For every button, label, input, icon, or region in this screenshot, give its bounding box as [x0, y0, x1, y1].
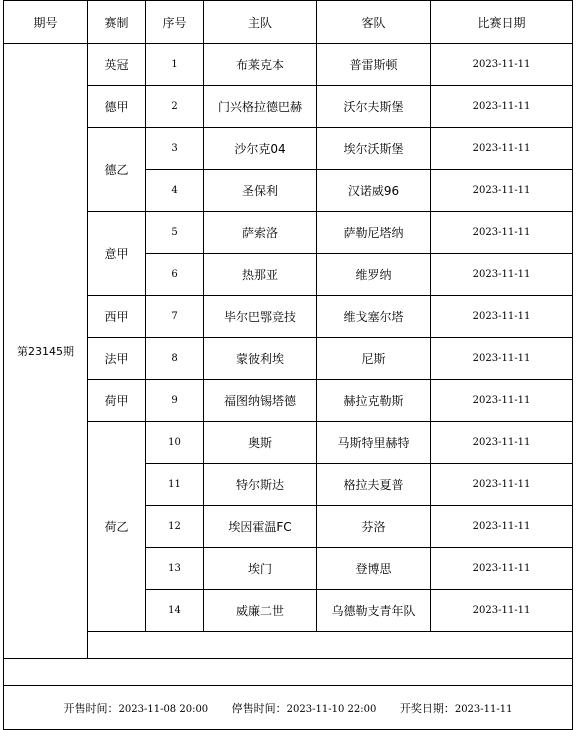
- away-team: 维戈塞尔塔: [317, 296, 431, 338]
- blank-row: [4, 632, 573, 659]
- header-league: 赛制: [88, 1, 146, 44]
- match-date: 2023-11-11: [431, 170, 573, 212]
- match-no: 14: [146, 590, 204, 632]
- away-team: 芬洛: [317, 506, 431, 548]
- table-row: [4, 212, 573, 254]
- match-no: 12: [146, 506, 204, 548]
- table-row: [4, 338, 573, 380]
- lottery-sheet: [3, 0, 572, 715]
- match-no: 3: [146, 128, 204, 170]
- match-no: 6: [146, 254, 204, 296]
- sale-end-label: 停售时间：: [231, 701, 287, 715]
- home-team: 威廉二世: [204, 590, 317, 632]
- sale-start: [64, 700, 209, 716]
- match-no: 11: [146, 464, 204, 506]
- match-no: 1: [146, 44, 204, 86]
- away-team: 乌德勒支青年队: [317, 590, 431, 632]
- blank-cell: [4, 659, 573, 686]
- table-row: [4, 86, 573, 128]
- draw-date-label: 开奖日期：: [399, 701, 455, 715]
- draw-date: [400, 700, 513, 716]
- away-team: 格拉夫夏普: [317, 464, 431, 506]
- header-row: [4, 1, 573, 44]
- match-date: 2023-11-11: [431, 380, 573, 422]
- away-team: 赫拉克勒斯: [317, 380, 431, 422]
- league-cell: 荷甲: [88, 380, 146, 422]
- match-no: 5: [146, 212, 204, 254]
- home-team: 埃因霍温FC: [204, 506, 317, 548]
- table-row: [4, 380, 573, 422]
- home-team: 布莱克本: [204, 44, 317, 86]
- home-team: 特尔斯达: [204, 464, 317, 506]
- away-team: 埃尔沃斯堡: [317, 128, 431, 170]
- header-date: 比赛日期: [431, 1, 573, 44]
- header-no: 序号: [146, 1, 204, 44]
- league-cell: 法甲: [88, 338, 146, 380]
- league-cell: 荷乙: [88, 422, 146, 632]
- away-team: 萨勒尼塔纳: [317, 212, 431, 254]
- home-team: 门兴格拉德巴赫: [204, 86, 317, 128]
- home-team: 毕尔巴鄂竞技: [204, 296, 317, 338]
- match-no: 10: [146, 422, 204, 464]
- home-team: 奥斯: [204, 422, 317, 464]
- league-cell: 西甲: [88, 296, 146, 338]
- match-no: 9: [146, 380, 204, 422]
- home-team: 圣保利: [204, 170, 317, 212]
- home-team: 埃门: [204, 548, 317, 590]
- sale-start-label: 开售时间：: [63, 701, 119, 715]
- away-team: 马斯特里赫特: [317, 422, 431, 464]
- match-date: 2023-11-11: [431, 590, 573, 632]
- match-no: 4: [146, 170, 204, 212]
- league-cell: 德乙: [88, 128, 146, 212]
- away-team: 维罗纳: [317, 254, 431, 296]
- table-row: [4, 422, 573, 464]
- match-date: 2023-11-11: [431, 128, 573, 170]
- match-no: 13: [146, 548, 204, 590]
- league-cell: 英冠: [88, 44, 146, 86]
- match-date: 2023-11-11: [431, 506, 573, 548]
- sale-start-value: 2023-11-08 20:00: [118, 703, 209, 715]
- home-team: 福图纳锡塔德: [204, 380, 317, 422]
- match-no: 7: [146, 296, 204, 338]
- issue-cell: 第23145期: [4, 44, 88, 659]
- match-date: 2023-11-11: [431, 212, 573, 254]
- table-row: [4, 296, 573, 338]
- match-date: 2023-11-11: [431, 254, 573, 296]
- table-row: [4, 44, 573, 86]
- header-issue: 期号: [4, 1, 88, 44]
- league-cell: 意甲: [88, 212, 146, 296]
- away-team: 登博思: [317, 548, 431, 590]
- match-date: 2023-11-11: [431, 422, 573, 464]
- match-date: 2023-11-11: [431, 296, 573, 338]
- home-team: 蒙彼利埃: [204, 338, 317, 380]
- away-team: 尼斯: [317, 338, 431, 380]
- home-team: 沙尔克04: [204, 128, 317, 170]
- sale-end: [232, 700, 377, 716]
- blank-row: [4, 659, 573, 686]
- match-date: 2023-11-11: [431, 338, 573, 380]
- home-team: 热那亚: [204, 254, 317, 296]
- away-team: 沃尔夫斯堡: [317, 86, 431, 128]
- match-no: 2: [146, 86, 204, 128]
- match-date: 2023-11-11: [431, 464, 573, 506]
- draw-date-value: 2023-11-11: [454, 703, 513, 715]
- away-team: 普雷斯顿: [317, 44, 431, 86]
- match-date: 2023-11-11: [431, 548, 573, 590]
- match-date: 2023-11-11: [431, 44, 573, 86]
- table-row: [4, 128, 573, 170]
- fixture-table: [3, 0, 573, 730]
- home-team: 萨索洛: [204, 212, 317, 254]
- header-away: 客队: [317, 1, 431, 44]
- sale-end-value: 2023-11-10 22:00: [286, 703, 377, 715]
- footer-cell: [4, 686, 573, 730]
- match-no: 8: [146, 338, 204, 380]
- away-team: 汉诺威96: [317, 170, 431, 212]
- blank-cell: [88, 632, 573, 659]
- header-home: 主队: [204, 1, 317, 44]
- footer-row: [4, 686, 573, 730]
- league-cell: 德甲: [88, 86, 146, 128]
- match-date: 2023-11-11: [431, 86, 573, 128]
